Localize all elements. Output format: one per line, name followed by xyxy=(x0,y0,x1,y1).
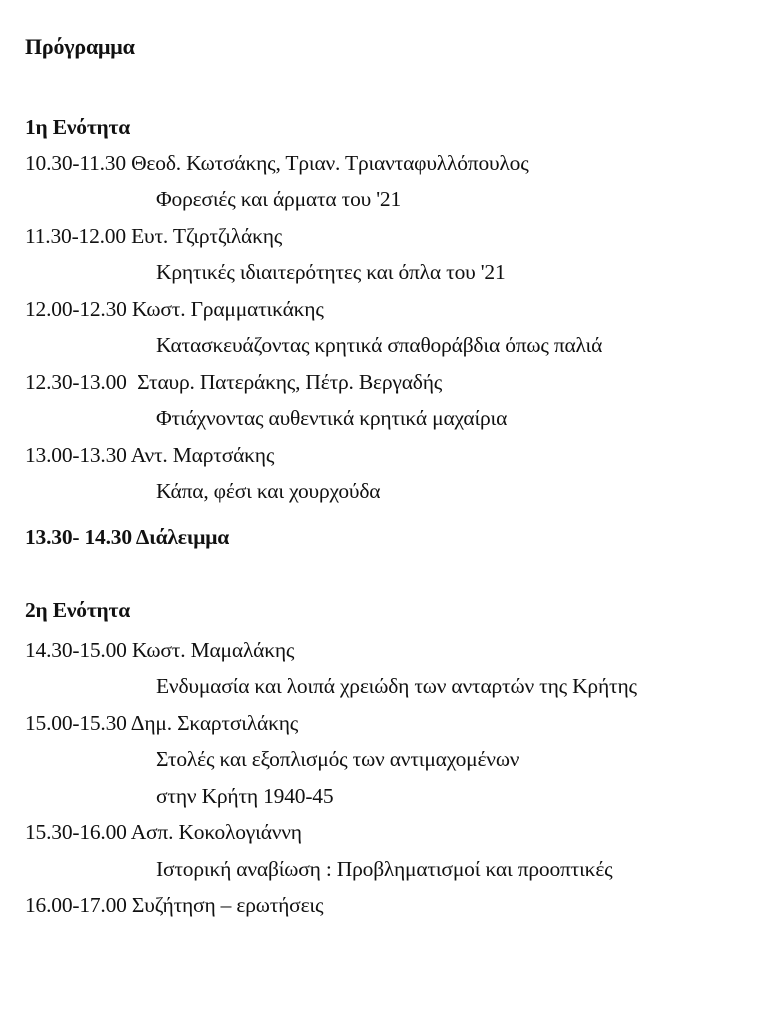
speaker: Κωστ. Γραμματικάκης xyxy=(131,297,324,321)
speaker: Σταυρ. Πατεράκης, Πέτρ. Βεργαδής xyxy=(131,370,443,394)
schedule-row xyxy=(25,369,442,395)
time-slot: 14.30-15.00 xyxy=(25,638,127,662)
talk-topic: Στολές και εξοπλισμός των αντιμαχομένων xyxy=(156,747,520,771)
schedule-row xyxy=(25,710,298,736)
talk-topic: Φτιάχνοντας αυθεντικά κρητικά μαχαίρια xyxy=(156,406,508,430)
talk-topic: Ιστορική αναβίωση : Προβληματισμοί και προοπτικές xyxy=(156,857,613,881)
schedule-row xyxy=(25,442,274,468)
schedule-row xyxy=(25,637,294,663)
talk-topic: Κρητικές ιδιαιτερότητες και όπλα του '21 xyxy=(156,260,506,284)
time-slot: 15.30-16.00 xyxy=(25,820,127,844)
time-slot: 12.30-13.00 xyxy=(25,370,127,394)
page-title: Πρόγραμμα xyxy=(25,34,135,59)
talk-topic: Ενδυμασία και λοιπά χρειώδη των ανταρτών της Κρήτης xyxy=(156,674,637,698)
schedule-row xyxy=(25,223,282,249)
section-heading: 2η Ενότητα xyxy=(25,598,131,622)
time-slot: 12.00-12.30 xyxy=(25,297,127,321)
section-heading: 1η Ενότητα xyxy=(25,115,131,139)
talk-topic-continued: στην Κρήτη 1940-45 xyxy=(156,784,334,808)
speaker: Αντ. Μαρτσάκης xyxy=(130,443,275,467)
discussion-label: Συζήτηση – ερωτήσεις xyxy=(131,893,324,917)
speaker: Κωστ. Μαμαλάκης xyxy=(131,638,295,662)
speaker: Θεοδ. Κωτσάκης, Τριαν. Τριανταφυλλόπουλος xyxy=(131,151,529,175)
schedule-row xyxy=(25,150,529,176)
time-slot: 16.00-17.00 xyxy=(25,893,127,917)
talk-topic: Κατασκευάζοντας κρητικά σπαθοράβδια όπως παλιά xyxy=(156,333,603,357)
talk-topic: Φορεσιές και άρματα του '21 xyxy=(156,187,402,211)
break-row xyxy=(25,524,229,550)
speaker: Δημ. Σκαρτσιλάκης xyxy=(130,711,299,735)
time-slot: 13.00-13.30 xyxy=(25,443,127,467)
schedule-row xyxy=(25,296,324,322)
speaker: Ευτ. Τζιρτζιλάκης xyxy=(131,224,283,248)
talk-topic: Κάπα, φέσι και χουρχούδα xyxy=(156,479,381,503)
time-slot: 15.00-15.30 xyxy=(25,711,127,735)
break-time: 13.30- 14.30 xyxy=(25,525,132,549)
schedule-row xyxy=(25,819,302,845)
schedule-row xyxy=(25,892,323,918)
speaker: Ασπ. Κοκολογιάννη xyxy=(130,820,302,844)
break-label: Διάλειμμα xyxy=(135,525,230,549)
time-slot: 11.30-12.00 xyxy=(25,224,126,248)
time-slot: 10.30-11.30 xyxy=(25,151,126,175)
